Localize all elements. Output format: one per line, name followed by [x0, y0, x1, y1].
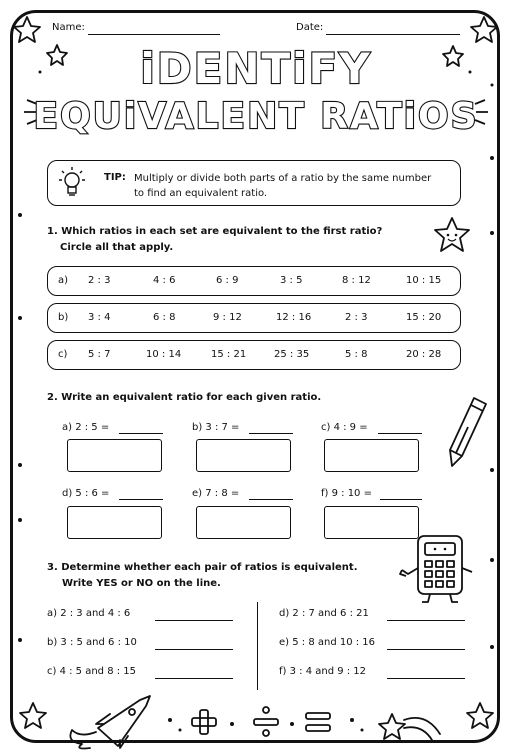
ratio-option[interactable]: 15 : 21: [211, 349, 247, 360]
q1-subtitle: Circle all that apply.: [60, 242, 174, 253]
column-divider: [257, 602, 258, 690]
star-icon: [14, 17, 40, 42]
q2-item-label: e) 7 : 8 =: [192, 488, 240, 499]
ratio-option[interactable]: 12 : 16: [276, 312, 312, 323]
tip-text: Multiply or divide both parts of a ratio by the same number to find an equivalent ratio.: [134, 173, 432, 199]
row-label: b): [58, 312, 69, 323]
shooting-star-icon: [379, 714, 440, 740]
q2-item-label: b) 3 : 7 =: [192, 422, 240, 433]
rocket-icon: [70, 696, 150, 749]
q3-answer-line[interactable]: [155, 678, 233, 679]
ratio-option[interactable]: 3 : 5: [280, 275, 303, 286]
calculator-character-icon: [398, 530, 478, 606]
q2-answer-line[interactable]: [249, 499, 293, 500]
q2-answer-line[interactable]: [380, 499, 422, 500]
ratio-option[interactable]: 5 : 8: [345, 349, 368, 360]
ratio-option[interactable]: 10 : 14: [146, 349, 182, 360]
q3-subtitle: Write YES or NO on the line.: [62, 578, 221, 589]
q1-row-a: [47, 266, 461, 296]
q2-item-label: f) 9 : 10 =: [321, 488, 372, 499]
q2-work-box[interactable]: [196, 439, 291, 472]
ratio-option[interactable]: 5 : 7: [88, 349, 111, 360]
q3-answer-line[interactable]: [387, 678, 465, 679]
tip-box: [47, 160, 461, 206]
q2-answer-line[interactable]: [249, 433, 293, 434]
ratio-option[interactable]: 8 : 12: [342, 275, 371, 286]
q3-item-label: e) 5 : 8 and 10 : 16: [279, 637, 376, 648]
q3-answer-line[interactable]: [387, 620, 465, 621]
footer-decorations: [0, 690, 512, 750]
q3-item-label: b) 3 : 5 and 6 : 10: [47, 637, 137, 648]
q2-work-box[interactable]: [67, 439, 162, 472]
ratio-option[interactable]: 20 : 28: [406, 349, 442, 360]
q2-item-label: d) 5 : 6 =: [62, 488, 110, 499]
plus-icon: [192, 710, 216, 734]
q3-item-label: c) 4 : 5 and 8 : 15: [47, 666, 137, 677]
q1-row-b: [47, 303, 461, 333]
q3-answer-line[interactable]: [387, 649, 465, 650]
equals-icon: [306, 713, 330, 731]
q2-answer-line[interactable]: [119, 433, 163, 434]
ratio-option[interactable]: 4 : 6: [153, 275, 176, 286]
ratio-option[interactable]: 15 : 20: [406, 312, 442, 323]
row-label: c): [58, 349, 68, 360]
q1-row-c: [47, 340, 461, 370]
title-line-2: EQUiVALENT RATiOS: [33, 96, 479, 137]
q2-item-label: c) 4 : 9 =: [321, 422, 368, 433]
q2-answer-line[interactable]: [119, 499, 163, 500]
q3-item-label: f) 3 : 4 and 9 : 12: [279, 666, 367, 677]
date-label: Date:: [296, 22, 324, 33]
q2-item-label: a) 2 : 5 =: [62, 422, 110, 433]
tip-label: TIP:: [104, 172, 126, 183]
ratio-option[interactable]: 2 : 3: [88, 275, 111, 286]
ratio-option[interactable]: 2 : 3: [345, 312, 368, 323]
divide-icon: [254, 707, 278, 736]
ratio-option[interactable]: 6 : 8: [153, 312, 176, 323]
q3-item-label: d) 2 : 7 and 6 : 21: [279, 608, 369, 619]
q2-work-box[interactable]: [324, 439, 419, 472]
q2-title: 2. Write an equivalent ratio for each given ratio.: [47, 392, 322, 403]
star-icon: [471, 17, 497, 42]
star-face-icon: [432, 216, 472, 254]
name-label: Name:: [52, 22, 85, 33]
q3-answer-line[interactable]: [155, 620, 233, 621]
ratio-option[interactable]: 25 : 35: [274, 349, 310, 360]
q3-title: 3. Determine whether each pair of ratios is equivalent.: [47, 562, 358, 573]
ratio-option[interactable]: 10 : 15: [406, 275, 442, 286]
row-label: a): [58, 275, 69, 286]
q3-answer-line[interactable]: [155, 649, 233, 650]
pencil-icon: [446, 394, 496, 474]
q1-title: 1. Which ratios in each set are equivalent to the first ratio?: [47, 226, 383, 237]
q2-answer-line[interactable]: [378, 433, 422, 434]
lightbulb-icon: [58, 166, 86, 200]
q2-work-box[interactable]: [67, 506, 162, 539]
ratio-option[interactable]: 6 : 9: [216, 275, 239, 286]
q2-work-box[interactable]: [196, 506, 291, 539]
title-line-1: iDENTiFY: [140, 44, 372, 93]
q3-item-label: a) 2 : 3 and 4 : 6: [47, 608, 131, 619]
ratio-option[interactable]: 9 : 12: [213, 312, 242, 323]
ratio-option[interactable]: 3 : 4: [88, 312, 111, 323]
